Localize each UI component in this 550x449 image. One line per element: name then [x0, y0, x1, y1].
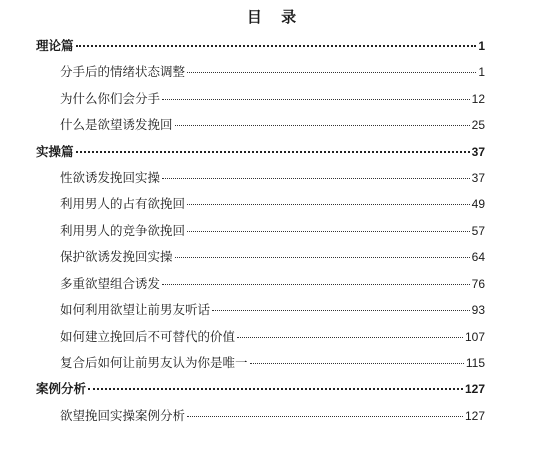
- toc-page-number: 127: [464, 382, 485, 396]
- dot-leader: [88, 388, 463, 390]
- toc-section-label: 实操篇: [36, 144, 74, 159]
- dot-leader: [187, 416, 463, 417]
- toc-entry[interactable]: [60, 407, 485, 425]
- dot-leader: [187, 204, 470, 205]
- toc-section-label: 案例分析: [36, 381, 87, 396]
- dot-leader: [162, 99, 470, 100]
- dot-leader: [187, 72, 476, 73]
- toc-section-theory[interactable]: [36, 37, 485, 55]
- toc-page-number: 12: [471, 92, 485, 106]
- toc-entry-label: 利用男人的竞争欲挽回: [60, 223, 186, 238]
- toc-page-number: 25: [471, 118, 485, 132]
- dot-leader: [175, 257, 470, 258]
- dot-leader: [162, 178, 470, 179]
- toc-section-case-study[interactable]: [36, 380, 485, 398]
- toc-entry-label: 如何利用欲望让前男友听话: [60, 302, 211, 317]
- toc-entry[interactable]: [60, 301, 485, 319]
- toc-section-label: 理论篇: [36, 38, 74, 53]
- dot-leader: [162, 284, 470, 285]
- toc-entry-label: 保护欲诱发挽回实操: [60, 249, 173, 264]
- dot-leader: [175, 125, 470, 126]
- dot-leader: [212, 310, 470, 311]
- toc-page-number: 127: [464, 409, 485, 423]
- toc-entry-label: 复合后如何让前男友认为你是唯一: [60, 355, 248, 370]
- toc-page-number: 37: [471, 171, 485, 185]
- toc-page-number: 1: [478, 65, 485, 79]
- toc-page-number: 1: [478, 39, 485, 53]
- toc-entry[interactable]: [60, 195, 485, 213]
- toc-entry[interactable]: [60, 328, 485, 346]
- toc-entry[interactable]: [60, 116, 485, 134]
- toc-entry-label: 多重欲望组合诱发: [60, 276, 161, 291]
- toc-page-number: 115: [465, 356, 485, 370]
- toc-entry[interactable]: [60, 63, 485, 81]
- toc-entry[interactable]: [60, 248, 485, 266]
- toc-entry-label: 什么是欲望诱发挽回: [60, 117, 173, 132]
- dot-leader: [237, 337, 463, 338]
- page-title: 目 录: [246, 8, 304, 26]
- toc-entry[interactable]: [60, 222, 485, 240]
- toc-entry-label: 如何建立挽回后不可替代的价值: [60, 329, 236, 344]
- dot-leader: [187, 231, 470, 232]
- toc-entry[interactable]: [60, 169, 485, 187]
- toc-entry[interactable]: [60, 354, 485, 372]
- dot-leader: [76, 45, 477, 47]
- toc-section-practice[interactable]: [36, 143, 485, 161]
- toc-page-number: 57: [471, 224, 485, 238]
- toc-entry-label: 分手后的情绪状态调整: [60, 64, 186, 79]
- toc-entry-label: 利用男人的占有欲挽回: [60, 196, 186, 211]
- toc-entry[interactable]: [60, 90, 485, 108]
- toc-entry-label: 欲望挽回实操案例分析: [60, 408, 186, 423]
- toc-entry-label: 为什么你们会分手: [60, 91, 161, 106]
- toc-entry[interactable]: [60, 275, 485, 293]
- dot-leader: [76, 151, 470, 153]
- toc-page-number: 64: [471, 250, 485, 264]
- toc-page-number: 76: [471, 277, 485, 291]
- dot-leader: [250, 363, 464, 364]
- toc-page-number: 93: [471, 303, 485, 317]
- toc-page-number: 107: [464, 330, 485, 344]
- toc-entry-label: 性欲诱发挽回实操: [60, 170, 161, 185]
- toc-page-number: 49: [471, 197, 485, 211]
- toc-page-number: 37: [471, 145, 485, 159]
